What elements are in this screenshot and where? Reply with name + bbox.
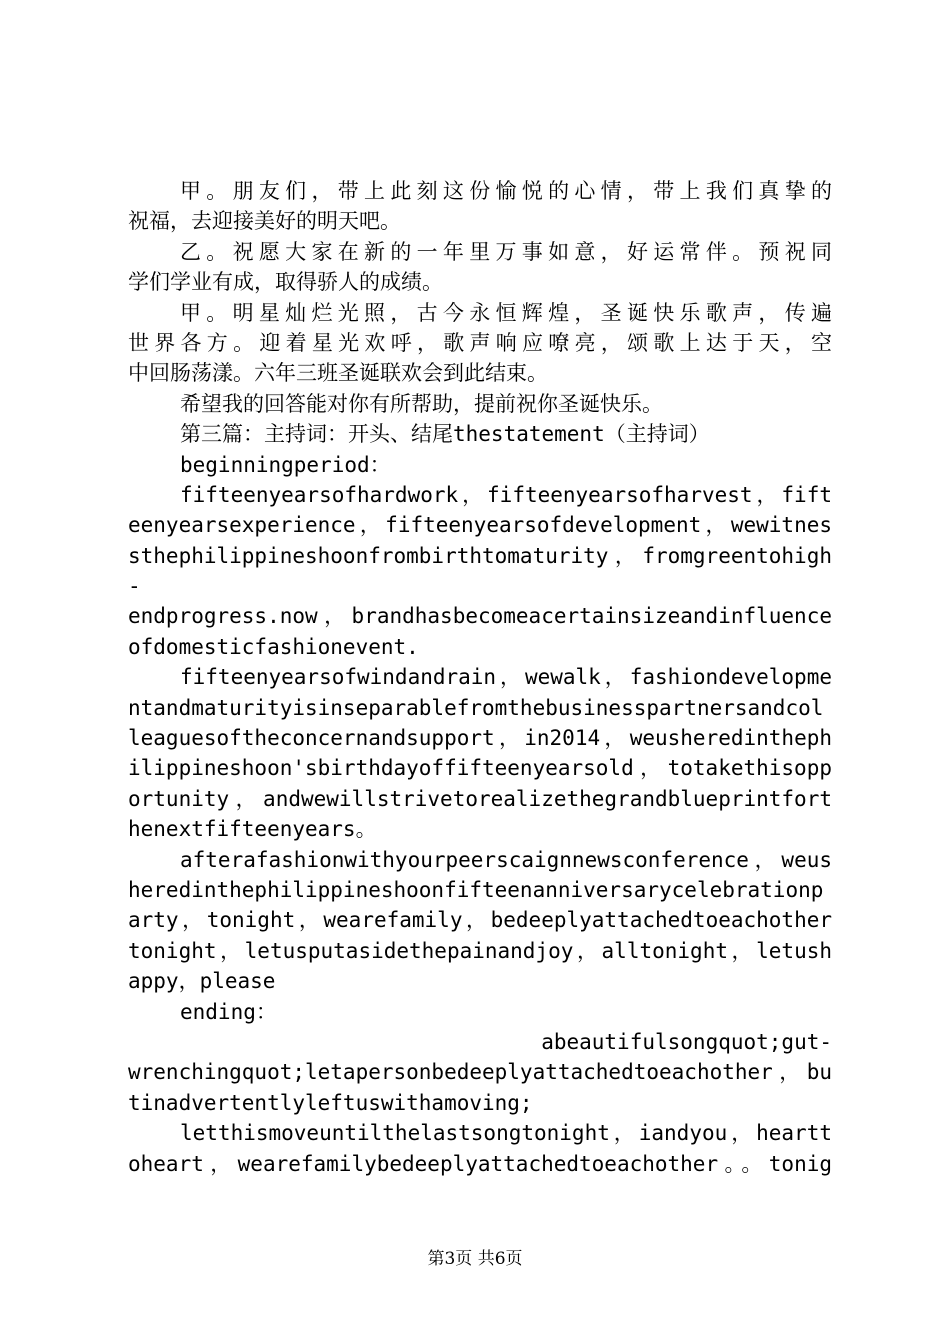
text-line: ilippineshoon'sbirthdayoffifteenyearsold，totakethisopp bbox=[128, 756, 832, 781]
text-line: ortunity，andwewillstrivetorealizethegrandblueprintfort bbox=[128, 786, 832, 811]
text-line: afterafashionwithyourpeerscaignnewsconference，weus bbox=[180, 847, 832, 872]
text-line: eenyearsexperience，fifteenyearsofdevelopment，wewitnes bbox=[128, 513, 832, 538]
text-line: wrenchingquot;letapersonbedeeplyattachedtoeachother，bu bbox=[128, 1060, 832, 1085]
text-line: 乙。祝愿大家在新的一年里万事如意，好运常伴。预祝同 bbox=[180, 239, 832, 264]
text-line: ntandmaturityisinseparablefromthebusinesspartnersandcol bbox=[128, 695, 824, 720]
text-line: ofdomesticfashionevent. bbox=[128, 634, 419, 659]
text-line: fifteenyearsofwindandrain，wewalk，fashiondevelopme bbox=[180, 665, 832, 690]
text-line: sthephilippineshoonfrombirthtomaturity，fromgreentohigh bbox=[128, 543, 832, 568]
text-line: endprogress.now，brandhasbecomeacertainsizeandinfluence bbox=[128, 604, 832, 629]
text-line: 祝福，去迎接美好的明天吧。 bbox=[128, 209, 401, 234]
document-body bbox=[128, 176, 832, 1179]
text-line: leaguesoftheconcernandsupport，in2014，weusheredintheph bbox=[128, 726, 832, 751]
text-line: tinadvertentlyleftuswithamoving; bbox=[128, 1090, 533, 1115]
text-line: appy，please bbox=[128, 969, 276, 994]
text-line: ending： bbox=[180, 999, 277, 1024]
text-line: henextfifteenyears。 bbox=[128, 817, 377, 842]
page-number: 第3页 共6页 bbox=[427, 1249, 523, 1269]
text-line: oheart，wearefamilybedeeplyattachedtoeachother。。tonig bbox=[128, 1151, 832, 1176]
text-line: 甲。明星灿烂光照，古今永恒辉煌，圣诞快乐歌声，传遍 bbox=[180, 300, 832, 325]
text-line: 学们学业有成，取得骄人的成绩。 bbox=[128, 270, 443, 295]
text-line: 希望我的回答能对你有所帮助，提前祝你圣诞快乐。 bbox=[180, 391, 663, 416]
text-line: heredinthephilippineshoonfifteenanniversarycelebrationp bbox=[128, 877, 824, 902]
page-footer bbox=[0, 1244, 950, 1269]
text-line: 第三篇：主持词：开头、结尾thestatement（主持词） bbox=[180, 422, 710, 447]
text-line: arty，tonight，wearefamily，bedeeplyattachedtoeachother bbox=[128, 908, 832, 933]
text-line: tonight，letusputasidethepainandjoy，alltonight，letush bbox=[128, 938, 832, 963]
text-line: 甲。朋友们，带上此刻这份愉悦的心情，带上我们真挚的 bbox=[180, 179, 832, 203]
text-line: letthismoveuntilthelastsongtonight，iandyou，heartt bbox=[180, 1121, 832, 1146]
text-line: 中回肠荡漾。六年三班圣诞联欢会到此结束。 bbox=[128, 361, 548, 386]
text-line: - bbox=[128, 574, 141, 599]
text-line: abeautifulsongquot;gut- bbox=[541, 1029, 832, 1054]
text-line: beginningperiod： bbox=[180, 452, 391, 477]
text-line: fifteenyearsofhardwork，fifteenyearsofharvest，fift bbox=[180, 482, 832, 507]
text-line: 世界各方。迎着星光欢呼，歌声响应嘹亮，颂歌上达于天，空 bbox=[128, 330, 832, 355]
